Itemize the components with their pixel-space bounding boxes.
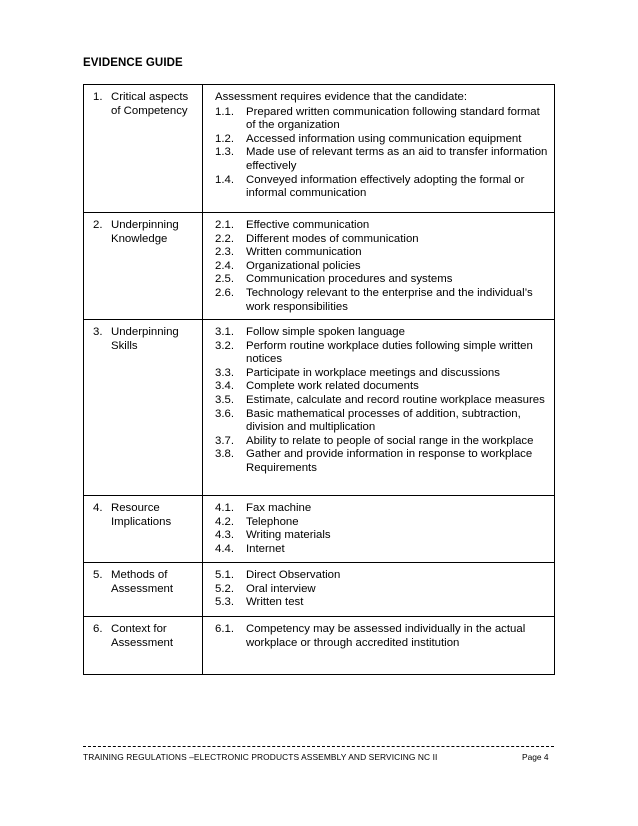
list-item-number: 2.1. <box>215 219 234 231</box>
list-item-number: 1.4. <box>215 173 234 186</box>
list-item-text: Different modes of communication <box>246 232 419 245</box>
list-item <box>215 133 548 147</box>
row-number: 1. <box>93 91 103 103</box>
row-intro-text: Assessment requires evidence that the candidate: <box>215 91 468 103</box>
list-item <box>215 246 548 260</box>
row-label: Methods of Assessment <box>111 569 174 595</box>
row-label: Underpinning Skills <box>111 326 179 352</box>
list-item <box>215 529 548 543</box>
list-item <box>215 502 548 516</box>
evidence-row <box>84 563 555 617</box>
row-number: 2. <box>93 219 103 231</box>
evidence-guide-table <box>83 84 555 675</box>
list-item <box>215 340 548 367</box>
list-item-number: 3.4. <box>215 380 234 393</box>
list-item-number: 4.4. <box>215 542 234 555</box>
row-content-cell <box>203 496 555 563</box>
row-number: 3. <box>93 326 103 338</box>
list-item-number: 1.2. <box>215 132 234 145</box>
list-item-text: Basic mathematical processes of addition, subtraction, division and multiplication <box>246 407 521 434</box>
list-item-number: 1.1. <box>215 105 234 118</box>
row-label-cell <box>84 213 203 320</box>
row-number: 4. <box>93 502 103 514</box>
list-item-text: Perform routine workplace duties following simple written notices <box>246 339 533 366</box>
list-item <box>215 367 548 381</box>
list-item-number: 2.4. <box>215 259 234 272</box>
list-item-text: Fax machine <box>246 502 312 514</box>
evidence-row <box>84 496 555 563</box>
list-item <box>215 273 548 287</box>
footer-divider <box>83 746 554 747</box>
row-content-cell <box>203 617 555 675</box>
list-item-text: Written test <box>246 596 304 609</box>
list-item-text: Follow simple spoken language <box>246 326 405 338</box>
list-item <box>215 569 548 583</box>
evidence-row <box>84 213 555 320</box>
list-item-text: Competency may be assessed individually in the actual workplace or through accredited institution <box>246 623 526 649</box>
row-label-cell <box>84 320 203 496</box>
list-item <box>215 219 548 233</box>
list-item-text: Writing materials <box>246 529 331 542</box>
list-item <box>215 435 548 449</box>
row-label-cell <box>84 85 203 213</box>
list-item-text: Gather and provide information in response to workplace Requirements <box>246 448 533 474</box>
list-item-number: 3.6. <box>215 407 234 420</box>
list-item-text: Participate in workplace meetings and discussions <box>246 366 500 379</box>
list-item <box>215 583 548 597</box>
list-item <box>215 174 548 201</box>
list-item-number: 3.3. <box>215 366 234 379</box>
list-item-number: 4.2. <box>215 515 234 528</box>
list-item-number: 3.8. <box>215 448 234 461</box>
row-label-cell <box>84 496 203 563</box>
row-content-cell <box>203 85 555 213</box>
list-item <box>215 516 548 530</box>
list-item <box>215 287 548 314</box>
list-item-number: 2.3. <box>215 246 234 259</box>
list-item-text: Ability to relate to people of social range in the workplace <box>246 434 534 447</box>
row-content-cell <box>203 563 555 617</box>
list-item <box>215 106 548 133</box>
list-item-text: Prepared written communication following standard format of the organization <box>246 105 540 132</box>
list-item-text: Effective communication <box>246 219 370 231</box>
row-label: Underpinning Knowledge <box>111 219 179 245</box>
list-item <box>215 543 548 557</box>
row-number: 6. <box>93 623 103 635</box>
row-content-cell <box>203 213 555 320</box>
list-item-text: Internet <box>246 542 285 555</box>
list-item-number: 3.1. <box>215 326 234 338</box>
list-item-text: Communication procedures and systems <box>246 273 453 286</box>
footer-page-number: Page 4 <box>522 752 549 762</box>
list-item-text: Technology relevant to the enterprise and the individual’s work responsibilities <box>246 286 533 313</box>
row-label-cell <box>84 563 203 617</box>
list-item-text: Estimate, calculate and record routine workplace measures <box>246 393 545 406</box>
list-item-number: 6.1. <box>215 623 234 635</box>
list-item-number: 2.6. <box>215 286 234 299</box>
list-item-text: Conveyed information effectively adopting the formal or informal communication <box>246 173 525 200</box>
row-label: Resource Implications <box>111 502 172 528</box>
list-item-text: Direct Observation <box>246 569 341 581</box>
list-item-text: Organizational policies <box>246 259 361 272</box>
list-item-text: Accessed information using communication equipment <box>246 132 522 145</box>
list-item <box>215 260 548 274</box>
list-item-text: Written communication <box>246 246 362 259</box>
list-item <box>215 233 548 247</box>
list-item-number: 1.3. <box>215 146 234 159</box>
list-item-text: Made use of relevant terms as an aid to transfer information effectively <box>246 146 548 172</box>
list-item-number: 5.1. <box>215 569 234 581</box>
page-title: EVIDENCE GUIDE <box>83 57 183 69</box>
list-item-number: 2.5. <box>215 273 234 286</box>
row-number: 5. <box>93 569 103 581</box>
list-item-number: 5.3. <box>215 596 234 609</box>
list-item <box>215 146 548 173</box>
evidence-row <box>84 320 555 496</box>
row-label: Critical aspects of Competency <box>111 91 189 117</box>
list-item-text: Telephone <box>246 515 299 528</box>
list-item <box>215 596 548 610</box>
evidence-row <box>84 85 555 213</box>
list-item <box>215 448 548 475</box>
row-content-cell <box>203 320 555 496</box>
list-item-number: 5.2. <box>215 582 234 595</box>
list-item-number: 2.2. <box>215 232 234 245</box>
list-item-text: Complete work related documents <box>246 380 419 393</box>
list-item <box>215 408 548 435</box>
list-item <box>215 380 548 394</box>
row-label: Context for Assessment <box>111 623 174 649</box>
evidence-row <box>84 617 555 675</box>
list-item-number: 4.1. <box>215 502 234 514</box>
list-item-number: 3.7. <box>215 434 234 447</box>
list-item <box>215 394 548 408</box>
list-item <box>215 623 548 650</box>
list-item-number: 3.2. <box>215 339 234 352</box>
row-label-cell <box>84 617 203 675</box>
footer-document-title: TRAINING REGULATIONS –ELECTRONIC PRODUCTS ASSEMBLY AND SERVICING NC II <box>83 752 438 762</box>
list-item-number: 4.3. <box>215 529 234 542</box>
list-item <box>215 326 548 340</box>
list-item-text: Oral interview <box>246 582 316 595</box>
list-item-number: 3.5. <box>215 393 234 406</box>
